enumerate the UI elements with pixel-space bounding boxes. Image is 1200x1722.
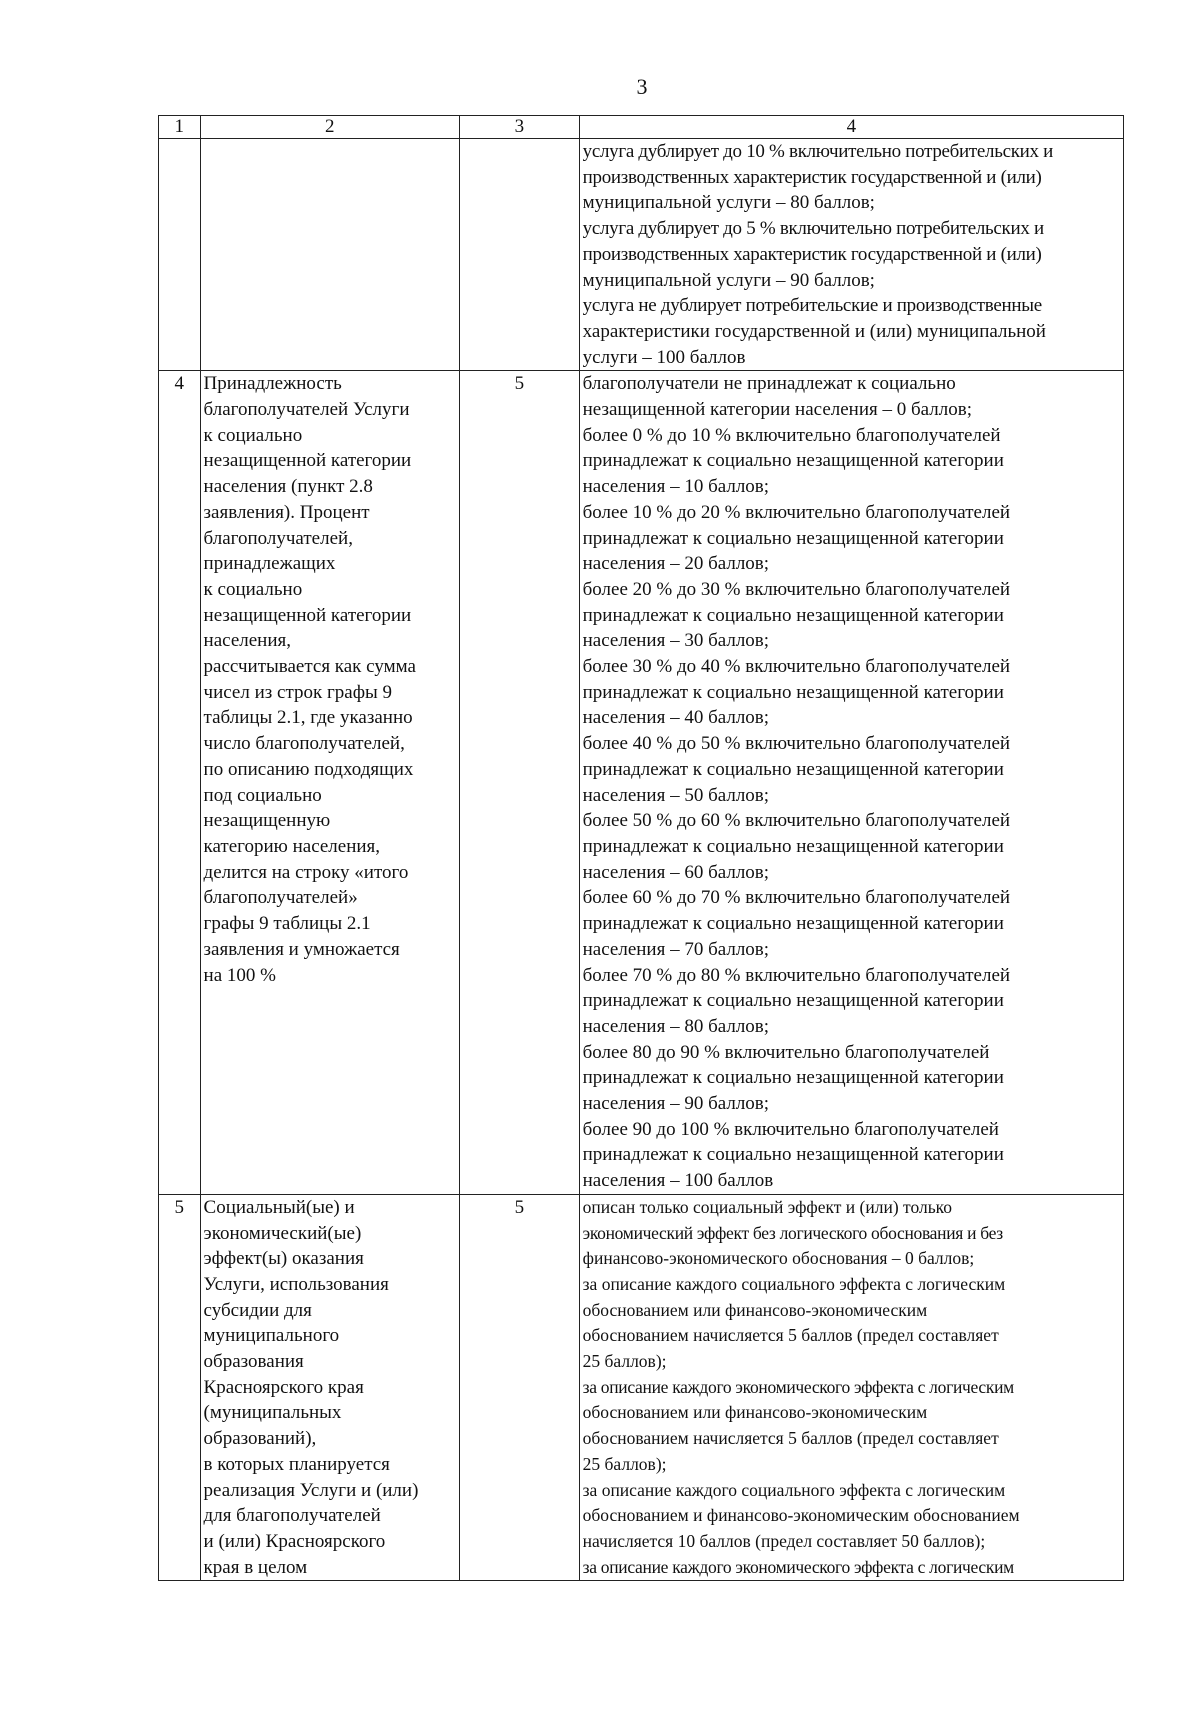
max-score-cell: 5 — [460, 1194, 580, 1581]
text-line: обоснованием начисляется 5 баллов (предел составляет — [582, 1428, 999, 1449]
text-line: муниципальной услуги – 80 баллов; — [582, 192, 875, 214]
text-line: графы 9 таблицы 2.1 — [203, 913, 371, 935]
text-line: на 100 % — [203, 964, 276, 986]
text-line: услуга дублирует до 5 % включительно потребительских и — [582, 218, 1044, 240]
text-line: и (или) Красноярского — [203, 1530, 386, 1552]
text-line: населения – 50 баллов; — [582, 784, 770, 806]
table-row — [159, 1194, 1124, 1581]
text-line: обоснованием начисляется 5 баллов (предел составляет — [582, 1325, 999, 1346]
text-line: делится на строку «итого — [203, 861, 409, 883]
text-line: образования — [203, 1351, 304, 1373]
text-line: населения – 30 баллов; — [582, 630, 770, 652]
text-line: под социально — [203, 784, 322, 806]
text-line: к социально — [203, 578, 303, 600]
text-line: 25 баллов); — [582, 1453, 667, 1474]
text-line: экономический эффект без логического обоснования и без — [582, 1222, 1003, 1243]
criterion-cell — [200, 371, 459, 1195]
text-line: более 40 % до 50 % включительно благополучателей — [582, 733, 1011, 755]
text-line: принадлежащих — [203, 553, 336, 575]
text-line: обоснованием или финансово-экономическим — [582, 1299, 928, 1320]
text-line: населения – 80 баллов; — [582, 1015, 770, 1037]
text-line: более 10 % до 20 % включительно благополучателей — [582, 501, 1011, 523]
table-row — [159, 139, 1124, 371]
text-line: образований), — [203, 1428, 317, 1450]
scoring-cell — [579, 139, 1123, 371]
text-line: обоснованием или финансово-экономическим — [582, 1402, 928, 1423]
text-line: незащищенной категории населения – 0 баллов; — [582, 399, 972, 421]
text-line: населения – 10 баллов; — [582, 476, 770, 498]
text-line: населения – 90 баллов; — [582, 1093, 770, 1115]
text-line: муниципальной услуги – 90 баллов; — [582, 269, 875, 291]
text-line: обоснованием и финансово-экономическим обоснованием — [582, 1505, 1020, 1526]
text-line: благополучателей, — [203, 527, 353, 549]
text-line: категорию населения, — [203, 835, 381, 857]
text-line: производственных характеристик государственной и (или) — [582, 243, 1042, 265]
text-line: принадлежат к социально незащищенной категории — [582, 1144, 1004, 1166]
max-score-cell — [460, 139, 580, 371]
text-line: чисел из строк графы 9 — [203, 681, 393, 703]
max-score-cell: 5 — [460, 371, 580, 1195]
text-line: таблицы 2.1, где указанно — [203, 707, 413, 729]
text-line: услуга дублирует до 10 % включительно потребительских и — [582, 141, 1054, 162]
text-line: субсидии для — [203, 1299, 312, 1321]
criterion-cell — [200, 1194, 459, 1581]
table-body — [159, 139, 1124, 1581]
text-line: за описание каждого экономического эффекта с логическим — [582, 1556, 1014, 1577]
text-line: более 30 % до 40 % включительно благополучателей — [582, 656, 1011, 678]
text-line: населения, — [203, 630, 291, 652]
text-line: незащищенной категории — [203, 604, 412, 626]
text-line: Социальный(ые) и — [203, 1196, 355, 1218]
text-line: более 50 % до 60 % включительно благополучателей — [582, 810, 1011, 832]
text-line: принадлежат к социально незащищенной категории — [582, 835, 1004, 857]
text-line: Услуги, использования — [203, 1273, 389, 1295]
text-line: финансово-экономического обоснования – 0 баллов; — [582, 1248, 975, 1269]
text-line: Красноярского края — [203, 1376, 364, 1398]
text-line: принадлежат к социально незащищенной категории — [582, 758, 1004, 780]
text-line: населения – 100 баллов — [582, 1170, 774, 1192]
text-line: за описание каждого экономического эффекта с логическим — [582, 1376, 1014, 1397]
text-line: более 70 % до 80 % включительно благополучателей — [582, 964, 1011, 986]
text-line: за описание каждого социального эффекта с логическим — [582, 1479, 1006, 1500]
text-line: муниципального — [203, 1325, 340, 1347]
text-line: края в целом — [203, 1556, 308, 1578]
text-line: производственных характеристик государственной и (или) — [582, 166, 1042, 188]
row-number — [159, 139, 201, 371]
text-line: по описанию подходящих — [203, 758, 414, 780]
page-number: 3 — [636, 74, 648, 99]
table-row — [159, 371, 1124, 1195]
text-line: более 0 % до 10 % включительно благополучателей — [582, 424, 1001, 446]
text-line: принадлежат к социально незащищенной категории — [582, 990, 1004, 1012]
text-line: услуга не дублирует потребительские и производственные — [582, 295, 1042, 317]
scoring-cell — [579, 1194, 1123, 1581]
text-line: более 80 до 90 % включительно благополучателей — [582, 1041, 990, 1063]
text-line: в которых планируется — [203, 1453, 390, 1475]
text-line: 25 баллов); — [582, 1351, 667, 1372]
row-number: 4 — [159, 371, 201, 1195]
header-col-3: 3 — [460, 116, 580, 139]
text-line: заявления). Процент — [203, 501, 370, 523]
text-line: принадлежат к социально незащищенной категории — [582, 450, 1004, 472]
header-col-1: 1 — [159, 116, 201, 139]
text-line: населения (пункт 2.8 — [203, 476, 373, 498]
text-line: за описание каждого социального эффекта с логическим — [582, 1273, 1006, 1294]
scoring-cell — [579, 371, 1123, 1195]
text-line: принадлежат к социально незащищенной категории — [582, 527, 1004, 549]
text-line: незащищенную — [203, 810, 331, 832]
text-line: для благополучателей — [203, 1505, 381, 1527]
text-line: (муниципальных — [203, 1402, 342, 1424]
header-col-4: 4 — [579, 116, 1123, 139]
text-line: рассчитывается как сумма — [203, 656, 416, 678]
text-line: населения – 70 баллов; — [582, 938, 770, 960]
text-line: принадлежат к социально незащищенной категории — [582, 604, 1004, 626]
text-line: населения – 20 баллов; — [582, 553, 770, 575]
text-line: населения – 40 баллов; — [582, 707, 770, 729]
text-line: услуги – 100 баллов — [582, 346, 746, 368]
text-line: описан только социальный эффект и (или) только — [582, 1196, 953, 1217]
criteria-table — [158, 115, 1124, 1581]
text-line: Принадлежность — [203, 373, 342, 395]
text-line: благополучателей Услуги — [203, 399, 410, 421]
text-line: характеристики государственной и (или) муниципальной — [582, 320, 1046, 342]
row-number: 5 — [159, 1194, 201, 1581]
text-line: эффект(ы) оказания — [203, 1248, 364, 1270]
text-line: принадлежат к социально незащищенной категории — [582, 1067, 1004, 1089]
text-line: более 60 % до 70 % включительно благополучателей — [582, 887, 1011, 909]
text-line: принадлежат к социально незащищенной категории — [582, 913, 1004, 935]
text-line: незащищенной категории — [203, 450, 412, 472]
criterion-cell — [200, 139, 459, 371]
table-header-row — [159, 116, 1124, 139]
text-line: к социально — [203, 424, 303, 446]
text-line: принадлежат к социально незащищенной категории — [582, 681, 1004, 703]
text-line: реализация Услуги и (или) — [203, 1479, 419, 1501]
text-line: благополучателей» — [203, 887, 358, 909]
text-line: экономический(ые) — [203, 1222, 362, 1244]
text-line: более 90 до 100 % включительно благополучателей — [582, 1118, 999, 1140]
text-line: начисляется 10 баллов (предел составляет 50 баллов); — [582, 1530, 986, 1551]
text-line: благополучатели не принадлежат к социально — [582, 373, 956, 395]
text-line: населения – 60 баллов; — [582, 861, 770, 883]
text-line: заявления и умножается — [203, 938, 400, 960]
text-line: число благополучателей, — [203, 733, 405, 755]
header-col-2: 2 — [200, 116, 459, 139]
text-line: более 20 % до 30 % включительно благополучателей — [582, 578, 1011, 600]
